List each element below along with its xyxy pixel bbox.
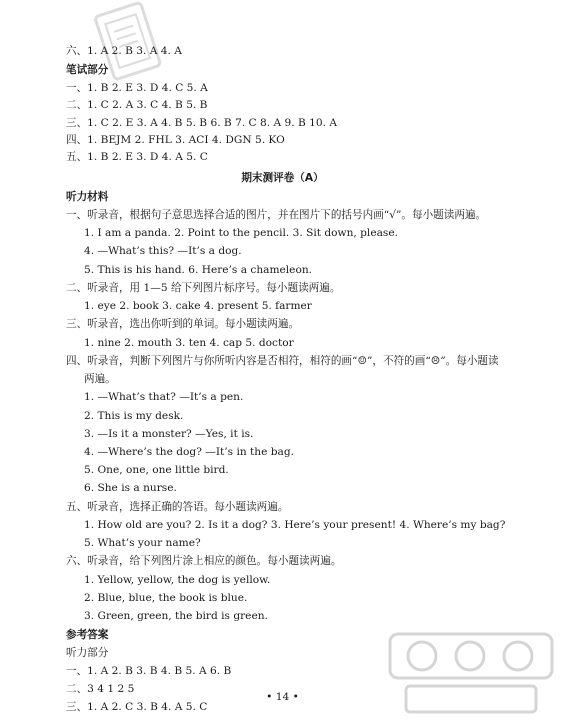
exam-title: 期末测评卷（A） <box>241 172 324 184</box>
answer-line-1: 一、1. B 2. E 3. D 4. C 5. A <box>66 82 208 94</box>
reference-answer-2: 二、3 4 1 2 5 <box>66 683 135 695</box>
answer-line-2: 二、1. C 2. A 3. C 4. B 5. B <box>66 99 208 111</box>
question-6-item-3: 3. Green, green, the bird is green. <box>84 610 268 622</box>
question-5-instruction: 五、听录音，选择正确的答语。每小题读两遍。 <box>66 501 289 513</box>
answer-line-6: 六、1. A 2. B 3. A 4. A <box>66 45 182 57</box>
section-written-part: 笔试部分 <box>66 64 109 76</box>
question-3-instruction: 三、听录音，选出你听到的单词。每小题读两遍。 <box>66 318 300 330</box>
question-4-instruction-cont: 两遍。 <box>84 373 116 385</box>
answer-line-5: 五、1. B 2. E 3. D 4. A 5. C <box>66 151 208 163</box>
page-number: • 14 • <box>266 691 299 703</box>
question-3-items: 1. nine 2. mouth 3. ten 4. cap 5. doctor <box>84 337 294 349</box>
question-4-item-1: 1. —What’s that? —It’s a pen. <box>84 391 244 403</box>
question-5-items-a: 1. How old are you? 2. Is it a dog? 3. Here’s your present! 4. Where’s my bag? <box>84 519 506 531</box>
question-2-items: 1. eye 2. book 3. cake 4. present 5. farmer <box>84 300 312 312</box>
question-1-instruction: 一、听录音，根据句子意思选择合适的图片，并在图片下的括号内画“√”。每小题读两遍。 <box>66 209 487 221</box>
section-reference-answers: 参考答案 <box>66 629 109 641</box>
question-5-items-b: 5. What’s your name? <box>84 537 201 549</box>
site-logo-watermark <box>386 630 556 718</box>
question-6-instruction: 六、听录音，给下列图片涂上相应的颜色。每小题读两遍。 <box>66 555 342 567</box>
section-listening-material: 听力材料 <box>66 191 109 203</box>
question-4-instruction: 四、听录音，判断下列图片与你所听内容是否相符，相符的画“☺”，不符的画“☹”。每小题读 <box>66 355 499 367</box>
question-2-instruction: 二、听录音，用 1—5 给下列图片标序号。每小题读两遍。 <box>66 282 341 294</box>
question-6-item-1: 1. Yellow, yellow, the dog is yellow. <box>84 574 271 586</box>
reference-answer-1: 一、1. A 2. B 3. B 4. B 5. A 6. B <box>66 665 232 677</box>
question-4-item-6: 6. She is a nurse. <box>84 482 177 494</box>
question-4-item-5: 5. One, one, one little bird. <box>84 464 229 476</box>
question-1-line-b: 4. —What’s this? —It’s a dog. <box>84 245 242 257</box>
question-4-item-4: 4. —Where’s the dog? —It’s in the bag. <box>84 446 295 458</box>
question-1-line-a: 1. I am a panda. 2. Point to the pencil. 3. Sit down, please. <box>84 227 398 239</box>
answer-line-3: 三、1. C 2. E 3. A 4. B 5. B 6. B 7. C 8. A 9. B 10. A <box>66 117 338 129</box>
question-4-item-3: 3. —Is it a monster? —Yes, it is. <box>84 428 254 440</box>
reference-answer-3: 三、1. A 2. C 3. B 4. A 5. C <box>66 701 208 713</box>
section-listening-part: 听力部分 <box>66 647 109 659</box>
question-6-item-2: 2. Blue, blue, the book is blue. <box>84 592 248 604</box>
answer-line-4: 四、1. BEJM 2. FHL 3. ACI 4. DGN 5. KO <box>66 134 285 146</box>
question-4-item-2: 2. This is my desk. <box>84 410 184 422</box>
question-1-line-c: 5. This is his hand. 6. Here’s a chameleon. <box>84 264 313 276</box>
